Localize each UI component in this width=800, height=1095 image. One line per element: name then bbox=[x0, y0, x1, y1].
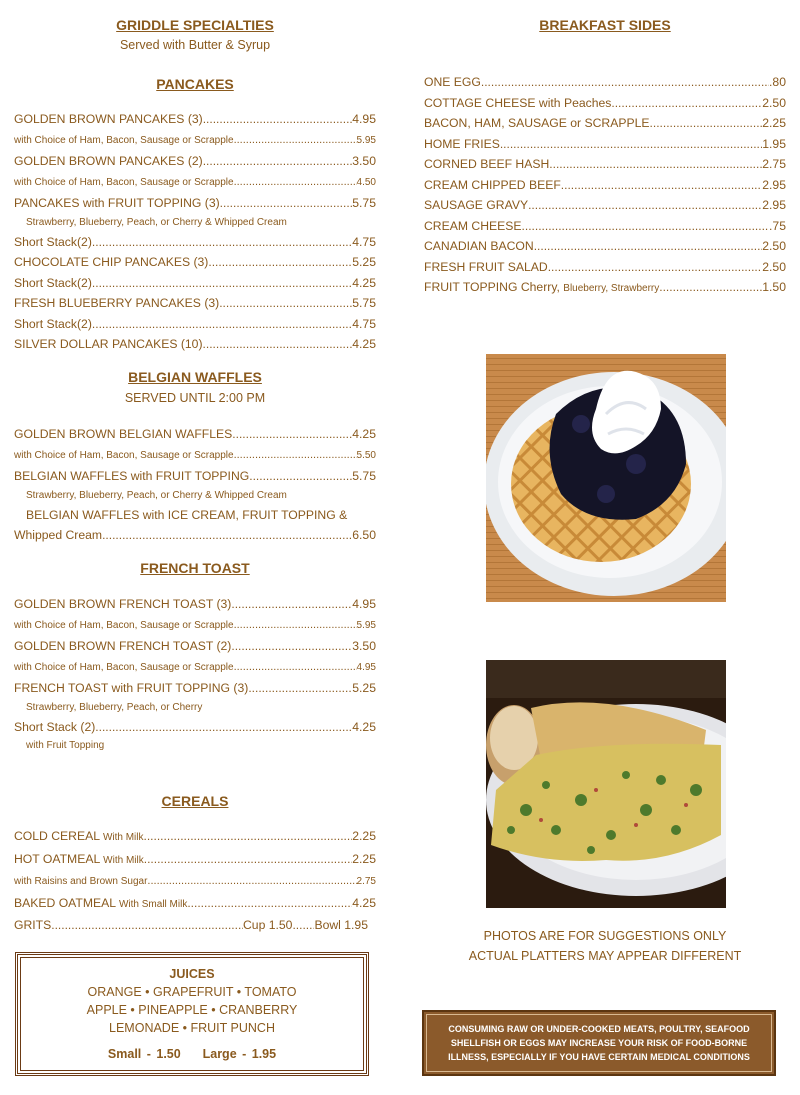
menu-item bbox=[14, 678, 376, 699]
pancakes-title: PANCAKES bbox=[156, 76, 234, 92]
leader-dots bbox=[203, 109, 353, 130]
menu-item-name: FRESH BLUEBERRY PANCAKES (3) bbox=[14, 296, 220, 310]
leader-dots bbox=[248, 678, 352, 699]
menu-item bbox=[14, 594, 376, 615]
item-note: Strawberry, Blueberry, Peach, or Cherry bbox=[26, 701, 203, 713]
leader-dots bbox=[548, 257, 763, 278]
menu-item-price: 5.75 bbox=[352, 296, 376, 310]
menu-item bbox=[14, 151, 376, 172]
juices-line-2: APPLE • PINEAPPLE • CRANBERRY bbox=[86, 1003, 298, 1017]
juices-line-3: LEMONADE • FRUIT PUNCH bbox=[109, 1021, 275, 1035]
menu-item-name: HOME FRIES bbox=[424, 136, 500, 151]
menu-item bbox=[424, 154, 786, 175]
menu-item bbox=[424, 236, 786, 257]
menu-item-name: GOLDEN BROWN FRENCH TOAST (2) bbox=[14, 639, 232, 653]
waffles-list bbox=[14, 424, 376, 546]
menu-item-price: 5.75 bbox=[352, 196, 376, 210]
menu-item-price: 2.95 bbox=[762, 198, 786, 212]
waffles-title: BELGIAN WAFFLES bbox=[128, 369, 262, 385]
warning-box bbox=[422, 1010, 776, 1076]
sides-title: BREAKFAST SIDES bbox=[539, 17, 671, 33]
menu-item bbox=[14, 849, 376, 872]
menu-item-price: 1.95 bbox=[762, 136, 786, 151]
menu-item bbox=[14, 293, 376, 314]
menu-item bbox=[14, 893, 376, 916]
menu-item bbox=[14, 525, 376, 546]
menu-item bbox=[14, 871, 376, 893]
menu-item bbox=[14, 172, 376, 194]
menu-item-name: GOLDEN BROWN PANCAKES (3) bbox=[14, 112, 203, 126]
leader-dots bbox=[234, 615, 357, 637]
item-note: with Fruit Topping bbox=[26, 740, 105, 751]
menu-item-price: 1.50 bbox=[762, 280, 786, 294]
menu-item-price: 3.50 bbox=[352, 154, 376, 168]
leader-dots bbox=[92, 314, 352, 335]
menu-item-name: COTTAGE CHEESE with Peaches bbox=[424, 95, 612, 110]
leader-dots bbox=[549, 154, 762, 175]
menu-item-detail: Blueberry, Strawberry bbox=[563, 283, 660, 294]
menu-item-price: 4.25 bbox=[352, 427, 376, 441]
menu-item-name: with Choice of Ham, Bacon, Sausage or Scrapple bbox=[14, 661, 234, 673]
photo-note-line-1: PHOTOS ARE FOR SUGGESTIONS ONLY bbox=[483, 929, 727, 943]
menu-item bbox=[14, 334, 376, 355]
menu-item-price: 2.50 bbox=[762, 95, 786, 110]
menu-item-price: 2.50 bbox=[762, 239, 786, 253]
menu-item-name: CORNED BEEF HASH bbox=[424, 157, 550, 171]
menu-item-price: 5.95 bbox=[356, 619, 376, 631]
leader-dots bbox=[203, 151, 353, 172]
leader-dots bbox=[522, 216, 770, 237]
menu-item bbox=[424, 113, 786, 134]
menu-item-price: 4.75 bbox=[352, 234, 376, 249]
leader-dots bbox=[144, 849, 353, 870]
menu-item-detail: With Milk bbox=[103, 854, 144, 866]
menu-item-price: .80 bbox=[769, 75, 786, 89]
menu-item-price: 2.25 bbox=[352, 851, 376, 866]
menu-item bbox=[14, 252, 376, 273]
menu-item bbox=[424, 175, 786, 196]
photo-note-line-2: ACTUAL PLATTERS MAY APPEAR DIFFERENT bbox=[468, 949, 742, 963]
leader-dots bbox=[95, 717, 352, 738]
menu-item bbox=[14, 109, 376, 130]
menu-item bbox=[14, 915, 376, 936]
leader-dots bbox=[232, 424, 352, 445]
griddle-subtitle: Served with Butter & Syrup bbox=[119, 38, 271, 52]
menu-item-price: 5.25 bbox=[352, 681, 376, 695]
menu-item-price: Cup 1.50 bbox=[243, 918, 293, 932]
menu-item-price: 4.25 bbox=[352, 719, 376, 734]
cereals-list bbox=[14, 826, 376, 936]
menu-item-name: COLD CEREAL With Milk bbox=[14, 829, 144, 843]
waffle-photo bbox=[486, 354, 726, 602]
menu-item-name: GOLDEN BROWN FRENCH TOAST (3) bbox=[14, 597, 232, 611]
leader-dots bbox=[220, 193, 353, 214]
menu-item bbox=[14, 424, 376, 445]
menu-item-name: GOLDEN BROWN BELGIAN WAFFLES bbox=[14, 427, 233, 441]
menu-item-price: 6.50 bbox=[352, 528, 376, 542]
menu-item-name: Short Stack (2) bbox=[14, 719, 96, 734]
leader-dots bbox=[650, 113, 763, 134]
menu-item-price: 2.25 bbox=[352, 829, 376, 843]
menu-item-name: FRESH FRUIT SALAD bbox=[424, 259, 548, 274]
menu-item-price: Bowl 1.95 bbox=[314, 918, 368, 932]
menu-item bbox=[424, 195, 786, 216]
menu-item-name: PANCAKES with FRUIT TOPPING (3) bbox=[14, 196, 220, 210]
leader-dots bbox=[528, 195, 762, 216]
menu-item-price: 4.25 bbox=[352, 337, 376, 351]
leader-dots bbox=[234, 657, 357, 679]
menu-item-price: 2.75 bbox=[356, 876, 376, 887]
menu-item-price: 4.25 bbox=[352, 895, 376, 910]
menu-item-name: CREAM CHIPPED BEEF bbox=[424, 177, 561, 192]
menu-item-price: 4.95 bbox=[352, 112, 376, 126]
menu-item bbox=[14, 130, 376, 152]
sides-list bbox=[424, 72, 786, 300]
menu-item-name: SILVER DOLLAR PANCAKES (10) bbox=[14, 337, 203, 351]
leader-dots bbox=[51, 915, 243, 936]
menu-item-name: Whipped Cream bbox=[14, 528, 103, 542]
leader-dots bbox=[234, 445, 357, 467]
leader-dots bbox=[500, 134, 762, 155]
leader-dots bbox=[203, 334, 353, 355]
warning-line-3: ILLNESS, ESPECIALLY IF YOU HAVE CERTAIN MEDICAL CONDITIONS bbox=[448, 1052, 750, 1062]
menu-item-price: 4.50 bbox=[356, 176, 376, 188]
menu-item bbox=[14, 636, 376, 657]
menu-item-name: HOT OATMEAL With Milk bbox=[14, 851, 144, 866]
menu-item-price: 5.25 bbox=[352, 255, 376, 269]
menu-item-name: with Choice of Ham, Bacon, Sausage or Scrapple bbox=[14, 134, 234, 146]
french-list bbox=[14, 594, 376, 755]
menu-item-name: CANADIAN BACON bbox=[424, 239, 534, 253]
menu-item bbox=[14, 314, 376, 335]
menu-item bbox=[424, 72, 786, 93]
warning-line-1: CONSUMING RAW OR UNDER-COOKED MEATS, POULTRY, SEAFOOD bbox=[448, 1024, 750, 1034]
menu-item-name: with Choice of Ham, Bacon, Sausage or Scrapple bbox=[14, 449, 234, 461]
griddle-title: GRIDDLE SPECIALTIES bbox=[116, 17, 274, 33]
menu-item-price: 5.75 bbox=[352, 469, 376, 483]
leader-dots bbox=[611, 93, 762, 114]
waffles-subtitle: SERVED UNTIL 2:00 PM bbox=[124, 391, 266, 405]
menu-item-name: ONE EGG bbox=[424, 75, 481, 89]
menu-item-name: SAUSAGE GRAVY bbox=[424, 198, 529, 212]
menu-item bbox=[424, 277, 786, 300]
menu-item bbox=[424, 93, 786, 114]
menu-item-detail: With Milk bbox=[102, 832, 144, 843]
cereals-title: CEREALS bbox=[161, 793, 229, 809]
menu-item bbox=[14, 273, 376, 294]
juices-title: JUICES bbox=[169, 967, 215, 981]
menu-item-name: BACON, HAM, SAUSAGE or SCRAPPLE bbox=[424, 116, 650, 130]
menu-item-price: 4.75 bbox=[352, 316, 376, 331]
menu-item-price: 2.75 bbox=[762, 157, 786, 171]
menu-item-name: Short Stack(2) bbox=[14, 234, 92, 249]
item-note: Strawberry, Blueberry, Peach, or Cherry & Whipped Cream bbox=[26, 489, 287, 501]
menu-item-name: with Choice of Ham, Bacon, Sausage or Scrapple bbox=[14, 176, 234, 188]
menu-item-name: CREAM CHEESE bbox=[424, 218, 522, 233]
menu-item-name: Short Stack(2) bbox=[14, 275, 92, 290]
leader-dots bbox=[147, 871, 356, 893]
menu-item-name: FRENCH TOAST with FRUIT TOPPING (3) bbox=[14, 681, 249, 695]
leader-dots bbox=[102, 525, 352, 546]
menu-item-price: 5.95 bbox=[356, 134, 376, 146]
menu-item bbox=[14, 445, 376, 467]
leader-dots bbox=[231, 594, 352, 615]
menu-item-name: CHOCOLATE CHIP PANCAKES (3) bbox=[14, 255, 209, 269]
leader-dots bbox=[234, 172, 357, 194]
leader-dots bbox=[231, 636, 352, 657]
menu-item-name: BAKED OATMEAL With Small Milk bbox=[14, 895, 188, 910]
menu-item-price: 2.95 bbox=[762, 177, 786, 192]
leader-dots bbox=[659, 277, 762, 298]
menu-item-price: 4.95 bbox=[352, 597, 376, 611]
menu-item-price: 3.50 bbox=[352, 639, 376, 653]
menu-item-price: 4.25 bbox=[352, 275, 376, 290]
menu-item bbox=[14, 466, 376, 487]
menu-item-price: .75 bbox=[769, 218, 786, 233]
menu-item bbox=[14, 232, 376, 253]
leader-dots bbox=[561, 175, 762, 196]
leader-dots bbox=[187, 893, 352, 914]
leader-dots bbox=[92, 273, 352, 294]
juices-prices: Small - 1.50 Large - 1.95 bbox=[107, 1047, 277, 1061]
menu-item-price: 5.50 bbox=[356, 449, 376, 461]
menu-item-price: 4.95 bbox=[356, 661, 376, 673]
omelet-photo bbox=[486, 660, 726, 908]
menu-item-price: 2.25 bbox=[762, 116, 786, 130]
menu-item bbox=[14, 193, 376, 214]
juices-line-1: ORANGE • GRAPEFRUIT • TOMATO bbox=[87, 985, 297, 999]
menu-item bbox=[14, 717, 376, 738]
menu-item-name: GRITS bbox=[14, 918, 52, 932]
leader-dots bbox=[144, 826, 353, 847]
warning-line-2: SHELLFISH OR EGGS MAY INCREASE YOUR RISK OF FOOD-BORNE bbox=[450, 1038, 748, 1048]
leader-dots bbox=[208, 252, 352, 273]
menu-item bbox=[424, 134, 786, 155]
menu-item bbox=[14, 657, 376, 679]
leader-dots bbox=[219, 293, 352, 314]
photo-note bbox=[450, 926, 760, 966]
leader-dots bbox=[92, 232, 352, 253]
menu-item-price: 2.50 bbox=[762, 259, 786, 274]
juices-box bbox=[15, 952, 369, 1076]
leader-dots bbox=[249, 466, 352, 487]
menu-item-detail: With Small Milk bbox=[118, 898, 188, 910]
menu-item-name: GOLDEN BROWN PANCAKES (2) bbox=[14, 154, 203, 168]
menu-item-name: BELGIAN WAFFLES with FRUIT TOPPING bbox=[14, 469, 250, 483]
french-title: FRENCH TOAST bbox=[140, 560, 250, 576]
menu-item-name: FRUIT TOPPING Cherry, Blueberry, Strawberry bbox=[424, 280, 660, 294]
menu-item-name: with Raisins and Brown Sugar bbox=[14, 876, 148, 887]
leader-dots bbox=[234, 130, 357, 152]
pancakes-list bbox=[14, 109, 376, 355]
leader-dots bbox=[481, 72, 769, 93]
menu-item-line: BELGIAN WAFFLES with ICE CREAM, FRUIT TOPPING & bbox=[26, 507, 348, 522]
leader-dots bbox=[292, 915, 314, 936]
leader-dots bbox=[534, 236, 763, 257]
menu-item bbox=[14, 615, 376, 637]
menu-item bbox=[424, 257, 786, 278]
menu-item bbox=[424, 216, 786, 237]
menu-item bbox=[14, 826, 376, 849]
item-note: Strawberry, Blueberry, Peach, or Cherry & Whipped Cream bbox=[26, 216, 287, 228]
menu-item-name: Short Stack(2) bbox=[14, 316, 92, 331]
menu-item-name: with Choice of Ham, Bacon, Sausage or Scrapple bbox=[14, 619, 234, 631]
